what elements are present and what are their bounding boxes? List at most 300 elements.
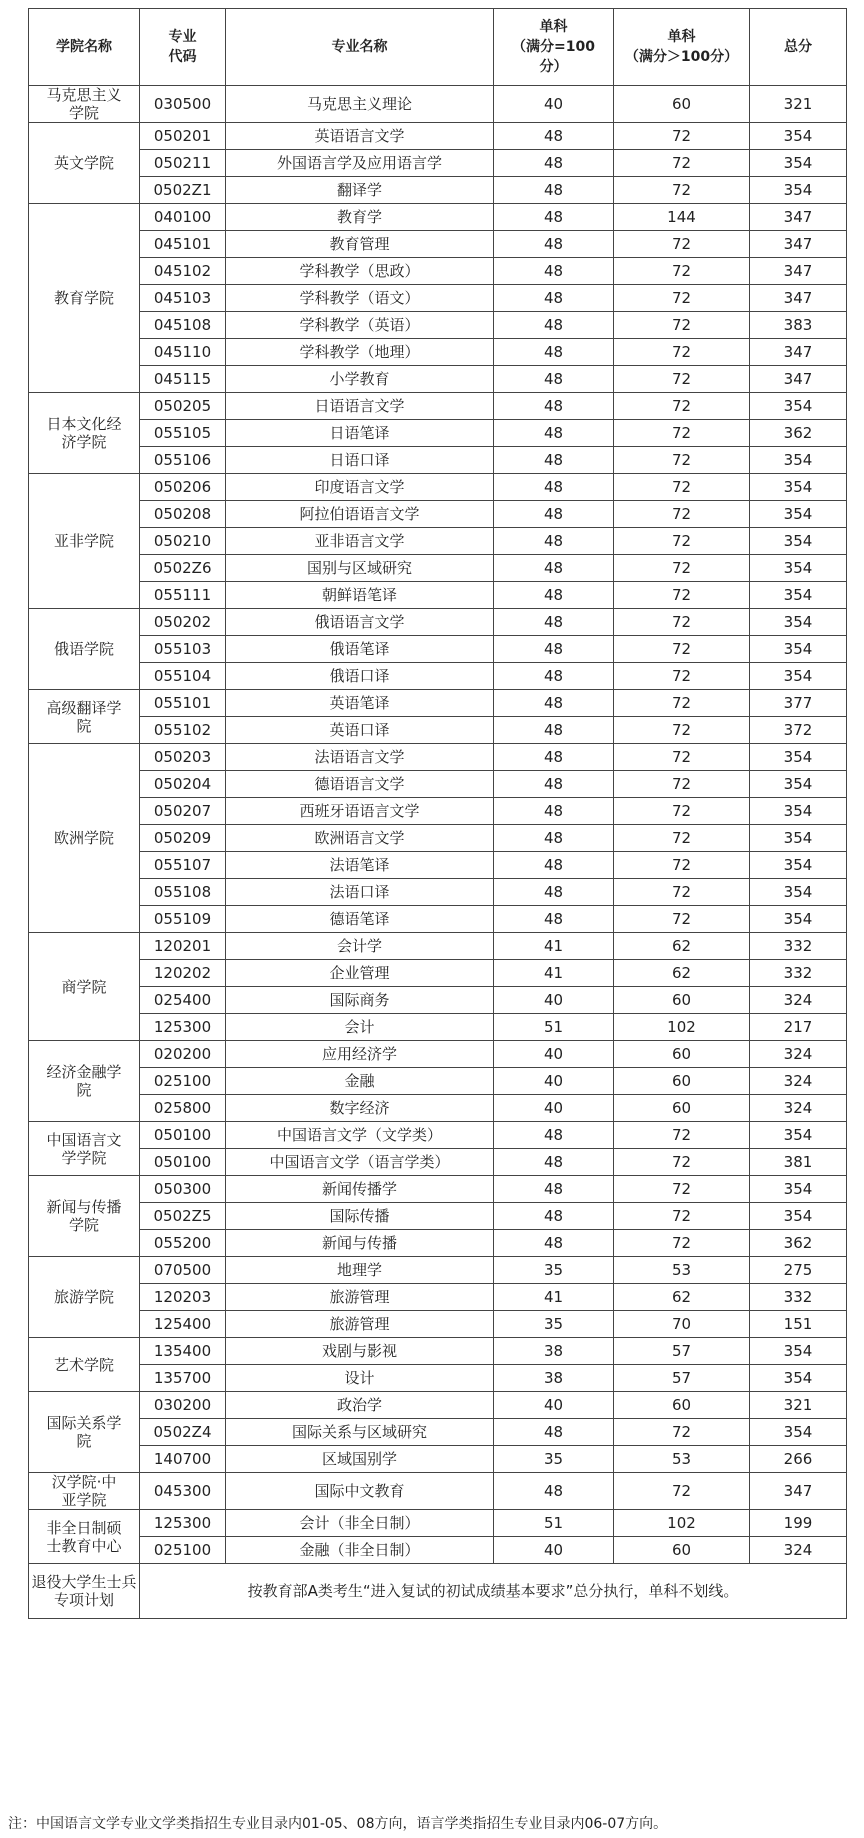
table-row <box>29 1284 847 1311</box>
major-code: 050206 <box>140 474 226 501</box>
table-row <box>29 690 847 717</box>
major-code: 045102 <box>140 258 226 285</box>
major-name: 应用经济学 <box>226 1041 494 1068</box>
total-score: 354 <box>750 150 847 177</box>
major-code: 125300 <box>140 1510 226 1537</box>
single-score-gt100: 72 <box>614 501 750 528</box>
header-single-100: 单科 （满分=100 分） <box>494 9 614 86</box>
single-score-gt100: 60 <box>614 1095 750 1122</box>
college-name: 新闻与传播 学院 <box>29 1176 140 1257</box>
single-score-gt100: 72 <box>614 636 750 663</box>
single-score-gt100: 60 <box>614 1392 750 1419</box>
total-score: 354 <box>750 825 847 852</box>
total-score: 354 <box>750 798 847 825</box>
table-row <box>29 555 847 582</box>
major-name: 小学教育 <box>226 366 494 393</box>
header-major: 专业名称 <box>226 9 494 86</box>
single-score-gt100: 72 <box>614 798 750 825</box>
total-score: 362 <box>750 1230 847 1257</box>
college-name: 俄语学院 <box>29 609 140 690</box>
single-score-gt100: 72 <box>614 1230 750 1257</box>
single-score-100: 48 <box>494 1149 614 1176</box>
single-score-100: 48 <box>494 744 614 771</box>
total-score: 354 <box>750 1365 847 1392</box>
total-score: 354 <box>750 1122 847 1149</box>
total-score: 372 <box>750 717 847 744</box>
major-name: 马克思主义理论 <box>226 86 494 123</box>
total-score: 324 <box>750 1095 847 1122</box>
single-score-100: 40 <box>494 987 614 1014</box>
footnote: 注：中国语言文学专业文学类指招生专业目录内01-05、08方向，语言学类指招生专业目录内06-07方向。 <box>8 1816 668 1832</box>
table-row <box>29 177 847 204</box>
single-score-100: 48 <box>494 771 614 798</box>
single-score-gt100: 72 <box>614 474 750 501</box>
major-name: 企业管理 <box>226 960 494 987</box>
total-score: 377 <box>750 690 847 717</box>
major-code: 045103 <box>140 285 226 312</box>
single-score-100: 48 <box>494 474 614 501</box>
major-code: 050211 <box>140 150 226 177</box>
single-score-gt100: 72 <box>614 1473 750 1510</box>
major-code: 055103 <box>140 636 226 663</box>
header-code: 专业 代码 <box>140 9 226 86</box>
major-name: 国际关系与区域研究 <box>226 1419 494 1446</box>
table-row <box>29 1446 847 1473</box>
table-row <box>29 717 847 744</box>
single-score-100: 48 <box>494 204 614 231</box>
single-score-100: 48 <box>494 1176 614 1203</box>
single-score-100: 48 <box>494 555 614 582</box>
single-score-100: 40 <box>494 1095 614 1122</box>
single-score-gt100: 72 <box>614 717 750 744</box>
single-score-gt100: 72 <box>614 690 750 717</box>
special-plan-text: 按教育部A类考生“进入复试的初试成绩基本要求”总分执行，单科不划线。 <box>140 1564 847 1619</box>
major-name: 日语笔译 <box>226 420 494 447</box>
total-score: 332 <box>750 960 847 987</box>
college-name: 亚非学院 <box>29 474 140 609</box>
special-plan-label: 退役大学生士兵 专项计划 <box>29 1564 140 1619</box>
single-score-gt100: 144 <box>614 204 750 231</box>
single-score-gt100: 72 <box>614 123 750 150</box>
major-name: 日语口译 <box>226 447 494 474</box>
table-row <box>29 1473 847 1510</box>
major-name: 法语笔译 <box>226 852 494 879</box>
college-name: 教育学院 <box>29 204 140 393</box>
single-score-gt100: 72 <box>614 312 750 339</box>
table-row <box>29 879 847 906</box>
major-code: 025100 <box>140 1537 226 1564</box>
single-score-gt100: 72 <box>614 177 750 204</box>
total-score: 354 <box>750 582 847 609</box>
single-score-gt100: 62 <box>614 1284 750 1311</box>
single-score-100: 41 <box>494 960 614 987</box>
major-name: 英语口译 <box>226 717 494 744</box>
table-row <box>29 474 847 501</box>
major-code: 0502Z5 <box>140 1203 226 1230</box>
major-code: 055105 <box>140 420 226 447</box>
single-score-100: 35 <box>494 1257 614 1284</box>
college-name: 欧洲学院 <box>29 744 140 933</box>
header-college: 学院名称 <box>29 9 140 86</box>
major-name: 戏剧与影视 <box>226 1338 494 1365</box>
single-score-gt100: 102 <box>614 1014 750 1041</box>
single-score-gt100: 72 <box>614 447 750 474</box>
single-score-100: 48 <box>494 1230 614 1257</box>
major-code: 055200 <box>140 1230 226 1257</box>
total-score: 354 <box>750 771 847 798</box>
total-score: 354 <box>750 852 847 879</box>
major-name: 中国语言文学（语言学类） <box>226 1149 494 1176</box>
major-code: 120203 <box>140 1284 226 1311</box>
table-row <box>29 447 847 474</box>
major-code: 140700 <box>140 1446 226 1473</box>
major-name: 教育学 <box>226 204 494 231</box>
single-score-gt100: 72 <box>614 744 750 771</box>
major-name: 国别与区域研究 <box>226 555 494 582</box>
total-score: 332 <box>750 933 847 960</box>
major-code: 030500 <box>140 86 226 123</box>
major-code: 030200 <box>140 1392 226 1419</box>
single-score-100: 38 <box>494 1338 614 1365</box>
major-code: 055109 <box>140 906 226 933</box>
major-name: 学科教学（思政） <box>226 258 494 285</box>
table-row <box>29 906 847 933</box>
college-name: 英文学院 <box>29 123 140 204</box>
single-score-gt100: 72 <box>614 393 750 420</box>
total-score: 347 <box>750 258 847 285</box>
single-score-gt100: 72 <box>614 609 750 636</box>
single-score-gt100: 72 <box>614 1176 750 1203</box>
table-row <box>29 1510 847 1537</box>
single-score-100: 48 <box>494 879 614 906</box>
major-name: 英语语言文学 <box>226 123 494 150</box>
single-score-100: 48 <box>494 636 614 663</box>
table-header <box>29 9 847 86</box>
single-score-100: 48 <box>494 447 614 474</box>
major-name: 教育管理 <box>226 231 494 258</box>
major-name: 数字经济 <box>226 1095 494 1122</box>
table-row <box>29 663 847 690</box>
total-score: 266 <box>750 1446 847 1473</box>
total-score: 354 <box>750 501 847 528</box>
total-score: 362 <box>750 420 847 447</box>
major-name: 法语语言文学 <box>226 744 494 771</box>
table-row <box>29 1122 847 1149</box>
major-name: 学科教学（地理） <box>226 339 494 366</box>
major-code: 045110 <box>140 339 226 366</box>
college-name: 中国语言文 学学院 <box>29 1122 140 1176</box>
major-name: 国际商务 <box>226 987 494 1014</box>
total-score: 354 <box>750 474 847 501</box>
total-score: 354 <box>750 744 847 771</box>
total-score: 354 <box>750 636 847 663</box>
major-code: 050209 <box>140 825 226 852</box>
single-score-gt100: 72 <box>614 1203 750 1230</box>
major-name: 金融（非全日制） <box>226 1537 494 1564</box>
major-name: 金融 <box>226 1068 494 1095</box>
table-row <box>29 852 847 879</box>
major-code: 020200 <box>140 1041 226 1068</box>
single-score-100: 48 <box>494 123 614 150</box>
table-special <box>29 1564 847 1619</box>
total-score: 324 <box>750 1537 847 1564</box>
total-score: 347 <box>750 1473 847 1510</box>
total-score: 354 <box>750 609 847 636</box>
single-score-100: 41 <box>494 933 614 960</box>
single-score-100: 38 <box>494 1365 614 1392</box>
major-code: 120202 <box>140 960 226 987</box>
major-name: 政治学 <box>226 1392 494 1419</box>
table-row <box>29 1537 847 1564</box>
college-name: 日本文化经 济学院 <box>29 393 140 474</box>
total-score: 332 <box>750 1284 847 1311</box>
major-name: 会计（非全日制） <box>226 1510 494 1537</box>
table-row <box>29 420 847 447</box>
table-row <box>29 798 847 825</box>
table-row <box>29 1338 847 1365</box>
major-code: 025400 <box>140 987 226 1014</box>
table-row <box>29 204 847 231</box>
major-name: 印度语言文学 <box>226 474 494 501</box>
single-score-gt100: 72 <box>614 852 750 879</box>
single-score-100: 48 <box>494 825 614 852</box>
total-score: 217 <box>750 1014 847 1041</box>
major-name: 翻译学 <box>226 177 494 204</box>
major-name: 区域国别学 <box>226 1446 494 1473</box>
single-score-100: 48 <box>494 258 614 285</box>
table-row <box>29 744 847 771</box>
college-name: 非全日制硕 士教育中心 <box>29 1510 140 1564</box>
major-name: 国际中文教育 <box>226 1473 494 1510</box>
single-score-gt100: 102 <box>614 1510 750 1537</box>
single-score-100: 48 <box>494 420 614 447</box>
single-score-100: 48 <box>494 366 614 393</box>
major-name: 俄语口译 <box>226 663 494 690</box>
single-score-gt100: 60 <box>614 1041 750 1068</box>
score-table <box>28 8 847 1619</box>
single-score-100: 48 <box>494 177 614 204</box>
total-score: 354 <box>750 879 847 906</box>
table-row <box>29 1230 847 1257</box>
major-name: 会计学 <box>226 933 494 960</box>
major-name: 设计 <box>226 1365 494 1392</box>
table-row <box>29 528 847 555</box>
total-score: 354 <box>750 663 847 690</box>
major-code: 055101 <box>140 690 226 717</box>
total-score: 381 <box>750 1149 847 1176</box>
total-score: 354 <box>750 1203 847 1230</box>
single-score-100: 48 <box>494 609 614 636</box>
single-score-100: 35 <box>494 1311 614 1338</box>
major-code: 0502Z6 <box>140 555 226 582</box>
single-score-gt100: 72 <box>614 582 750 609</box>
table-row <box>29 1095 847 1122</box>
major-code: 045115 <box>140 366 226 393</box>
table-row <box>29 339 847 366</box>
table-row <box>29 150 847 177</box>
major-name: 德语语言文学 <box>226 771 494 798</box>
major-name: 法语口译 <box>226 879 494 906</box>
total-score: 354 <box>750 123 847 150</box>
college-name: 旅游学院 <box>29 1257 140 1338</box>
table-row <box>29 582 847 609</box>
table-row <box>29 285 847 312</box>
total-score: 324 <box>750 987 847 1014</box>
major-name: 德语笔译 <box>226 906 494 933</box>
single-score-100: 40 <box>494 86 614 123</box>
major-name: 西班牙语语言文学 <box>226 798 494 825</box>
total-score: 347 <box>750 204 847 231</box>
college-name: 艺术学院 <box>29 1338 140 1392</box>
table-row <box>29 393 847 420</box>
table-row <box>29 987 847 1014</box>
major-code: 050208 <box>140 501 226 528</box>
header-total: 总分 <box>750 9 847 86</box>
major-code: 050202 <box>140 609 226 636</box>
table-row <box>29 258 847 285</box>
college-name: 国际关系学 院 <box>29 1392 140 1473</box>
single-score-gt100: 72 <box>614 825 750 852</box>
major-code: 045101 <box>140 231 226 258</box>
table-row <box>29 1203 847 1230</box>
single-score-100: 48 <box>494 285 614 312</box>
major-code: 040100 <box>140 204 226 231</box>
single-score-gt100: 72 <box>614 231 750 258</box>
single-score-100: 40 <box>494 1537 614 1564</box>
total-score: 275 <box>750 1257 847 1284</box>
major-code: 055106 <box>140 447 226 474</box>
table-row <box>29 501 847 528</box>
single-score-gt100: 72 <box>614 366 750 393</box>
major-code: 050210 <box>140 528 226 555</box>
total-score: 347 <box>750 231 847 258</box>
major-name: 旅游管理 <box>226 1284 494 1311</box>
major-name: 俄语笔译 <box>226 636 494 663</box>
table-row <box>29 86 847 123</box>
total-score: 354 <box>750 393 847 420</box>
major-name: 朝鲜语笔译 <box>226 582 494 609</box>
single-score-100: 48 <box>494 501 614 528</box>
single-score-gt100: 53 <box>614 1446 750 1473</box>
single-score-100: 48 <box>494 312 614 339</box>
college-name: 商学院 <box>29 933 140 1041</box>
single-score-gt100: 72 <box>614 1122 750 1149</box>
major-code: 050207 <box>140 798 226 825</box>
single-score-100: 40 <box>494 1041 614 1068</box>
single-score-100: 35 <box>494 1446 614 1473</box>
single-score-gt100: 72 <box>614 555 750 582</box>
major-code: 125300 <box>140 1014 226 1041</box>
major-name: 国际传播 <box>226 1203 494 1230</box>
single-score-gt100: 62 <box>614 933 750 960</box>
major-name: 欧洲语言文学 <box>226 825 494 852</box>
single-score-gt100: 60 <box>614 86 750 123</box>
college-name: 高级翻译学 院 <box>29 690 140 744</box>
major-code: 0502Z4 <box>140 1419 226 1446</box>
single-score-gt100: 57 <box>614 1365 750 1392</box>
single-score-100: 48 <box>494 231 614 258</box>
table-row <box>29 366 847 393</box>
major-name: 阿拉伯语语言文学 <box>226 501 494 528</box>
major-name: 学科教学（英语） <box>226 312 494 339</box>
total-score: 347 <box>750 366 847 393</box>
single-score-gt100: 72 <box>614 771 750 798</box>
single-score-gt100: 62 <box>614 960 750 987</box>
major-code: 055102 <box>140 717 226 744</box>
single-score-gt100: 72 <box>614 150 750 177</box>
major-name: 学科教学（语文） <box>226 285 494 312</box>
single-score-gt100: 57 <box>614 1338 750 1365</box>
table-row <box>29 1014 847 1041</box>
major-code: 025800 <box>140 1095 226 1122</box>
single-score-gt100: 72 <box>614 906 750 933</box>
single-score-gt100: 72 <box>614 663 750 690</box>
total-score: 321 <box>750 86 847 123</box>
major-name: 英语笔译 <box>226 690 494 717</box>
table-row <box>29 933 847 960</box>
single-score-100: 48 <box>494 339 614 366</box>
major-name: 会计 <box>226 1014 494 1041</box>
single-score-100: 48 <box>494 1419 614 1446</box>
table-row <box>29 825 847 852</box>
single-score-gt100: 72 <box>614 528 750 555</box>
major-code: 050300 <box>140 1176 226 1203</box>
major-code: 050100 <box>140 1122 226 1149</box>
single-score-100: 48 <box>494 690 614 717</box>
college-name: 汉学院·中 亚学院 <box>29 1473 140 1510</box>
total-score: 347 <box>750 339 847 366</box>
major-name: 新闻与传播 <box>226 1230 494 1257</box>
single-score-100: 51 <box>494 1014 614 1041</box>
single-score-100: 51 <box>494 1510 614 1537</box>
single-score-gt100: 60 <box>614 1537 750 1564</box>
single-score-gt100: 72 <box>614 339 750 366</box>
table-row <box>29 1068 847 1095</box>
total-score: 354 <box>750 1176 847 1203</box>
major-code: 135700 <box>140 1365 226 1392</box>
table-row <box>29 636 847 663</box>
table-row <box>29 1176 847 1203</box>
single-score-gt100: 72 <box>614 1419 750 1446</box>
single-score-gt100: 60 <box>614 987 750 1014</box>
single-score-gt100: 72 <box>614 285 750 312</box>
major-code: 055111 <box>140 582 226 609</box>
major-code: 050203 <box>140 744 226 771</box>
major-code: 050100 <box>140 1149 226 1176</box>
major-code: 055108 <box>140 879 226 906</box>
single-score-100: 48 <box>494 1203 614 1230</box>
table-row <box>29 1149 847 1176</box>
single-score-100: 48 <box>494 1122 614 1149</box>
table-row <box>29 771 847 798</box>
single-score-gt100: 60 <box>614 1068 750 1095</box>
total-score: 354 <box>750 177 847 204</box>
total-score: 199 <box>750 1510 847 1537</box>
major-code: 050201 <box>140 123 226 150</box>
single-score-100: 48 <box>494 582 614 609</box>
table-row <box>29 960 847 987</box>
major-name: 俄语语言文学 <box>226 609 494 636</box>
single-score-gt100: 53 <box>614 1257 750 1284</box>
major-name: 亚非语言文学 <box>226 528 494 555</box>
table-row <box>29 123 847 150</box>
major-code: 055107 <box>140 852 226 879</box>
total-score: 354 <box>750 1419 847 1446</box>
total-score: 383 <box>750 312 847 339</box>
single-score-100: 40 <box>494 1392 614 1419</box>
single-score-100: 48 <box>494 852 614 879</box>
major-code: 050205 <box>140 393 226 420</box>
